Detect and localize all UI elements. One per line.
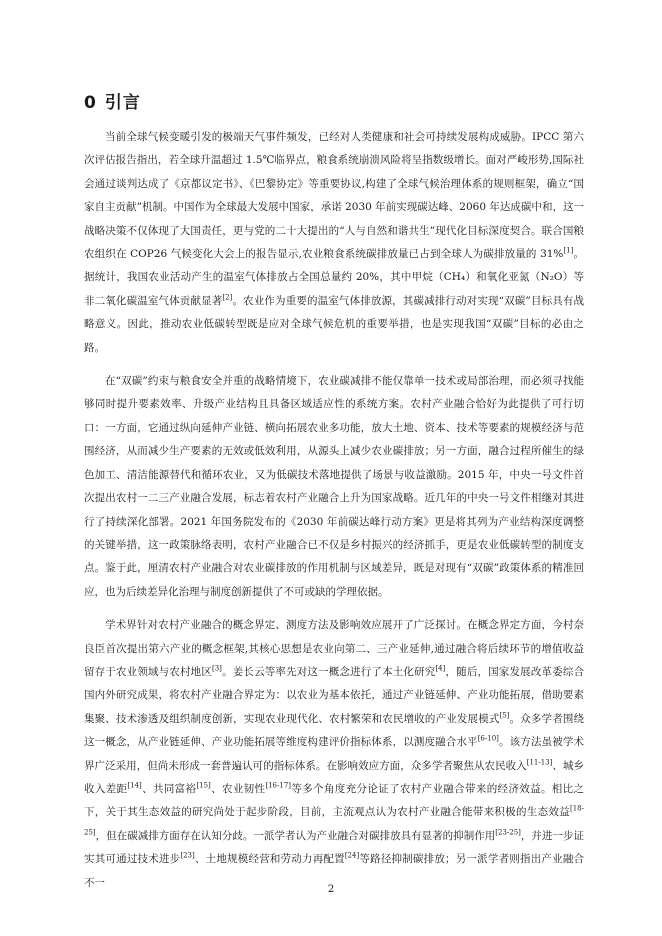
citation-ref: [16-17] (265, 781, 292, 790)
paragraph-text: 。农业作为重要的温室气体排放源，其碳减排行动对实现“双碳”目标具有战略意义。因此，推动农业低碳转型既是应对全球气候危机的重要举措，也是实现我国“双碳”目标的必由之路。 (84, 294, 585, 354)
paragraph (84, 126, 584, 360)
paragraph-text: 。众多学者围绕这一概念，从产业链延伸、产业功能拓展等维度构建评价指标体系，以测度融合水平 (84, 712, 584, 749)
paragraph-text: 、城乡收入差距 (84, 759, 585, 795)
section-number: 0 (84, 93, 97, 113)
citation-ref: [2] (222, 293, 233, 302)
paragraph-text: 、农业韧性 (210, 782, 266, 795)
citation-ref: [5] (499, 711, 510, 720)
citation-ref: [3] (212, 664, 222, 673)
citation-ref: [15] (196, 781, 211, 790)
paragraph-text: ，但在碳减排方面存在认知分歧。一派学者认为产业融合对碳排放具有显著的抑制作用 (95, 829, 496, 842)
citation-ref: [1] (563, 246, 574, 255)
citation-ref: [6-10] (477, 734, 499, 743)
paragraph-text: 。该方法虽被学术界广泛采用，但尚未形成一套普遍认可的指标体系。在影响效应方面，众多学者聚焦从农民收入 (84, 736, 585, 772)
paragraph-text: 、土地规模经营和劳动力再配置 (194, 853, 345, 866)
paragraph-text: ，随后，国家发展改革委综合国内外研究成果，将农村产业融合界定为：以农业为基本依托，通过产业链延伸、产业功能拓展，借助要素集聚、技术渗透及组织制度创新，实现农业现代化、农村繁荣和农民增收的产业发展模式 (84, 665, 585, 725)
body-text (84, 126, 584, 905)
citation-ref: [14] (127, 781, 142, 790)
paragraph-text: ，并进一步证实其可通过技术进步 (84, 829, 584, 866)
paragraph-text: 。据统计，我国农业活动产生的温室气体排放占全国总量约 20%，其中甲烷（CH₄）和氧化亚氮（N₂O）等非二氧化碳温室气体贡献显著 (84, 248, 585, 307)
paragraph-text: 学术界针对农村产业融合的概念界定、测度方法及影响效应展开了广泛探讨。在概念界定方面，今村奈良臣首次提出第六产业的概念框架,其核心思想是农业向第二、三产业延伸,通过融合将后续环节的增值收益留存于农业领域与农村地区 (84, 619, 584, 678)
paragraph-text: 在“双碳”约束与粮食安全并重的战略情境下，农业碳减排不能仅靠单一技术或局部治理，而必须寻找能够同时提升要素效率、升级产业结构且具备区域适应性的系统方案。农村产业融合恰好为此提供了可行切口：一方面，它通过纵向延伸产业链、横向拓展农业多功能，放大土地、资本、技术等要素的规模经济与范围经济，从而减少生产要素的无效或低效利用，从源头上减少农业碳排放；另一方面，融合过程所催生的绿色加工、清洁能源替代和循环农业，又为低碳技术落地提供了场景与收益激励。2015 年，中央一号文件首次提出农村一二三产业融合发展，标志着农村产业融合上升为国家战略。近几年的中央一号文件相继对其进行了持续深化部署。2021 年国务院发布的《2030 年前碳达峰行动方案》更是将其列为产业结构深度调整的关键举措，这一政策脉络表明，农村产业融合已不仅是乡村振兴的经济抓手，更是农业低碳转型的制度支点。鉴于此，厘清农村产业融合对农业碳排放的作用机制与区域差异，既是对现有“双碳”政策体系的精准回应，也为后续差异化治理与制度创新提供了不可或缺的学理依据。 (84, 375, 584, 598)
paragraph-text: 当前全球气候变暖引发的极端天气事件频发，已经对人类健康和社会可持续发展构成威胁。IPCC 第六次评估报告指出，若全球升温超过 1.5℃临界点，粮食系统崩溃风险将呈指数级增长。面对严峻形势,国际社会通过谈判达成了《京都议定书》、《巴黎协定》等重要协议,构建了全球气候治理体系的规则框架，确立“国家自主贡献”机制。中国作为全球最大发展中国家，承诺 2030 年前实现碳达峰、2060 年达成碳中和，这一战略决策不仅体现了大国责任，更与党的二十大提出的“人与自然和谐共生”现代化目标深度契合。联合国粮农组织在 COP26 气候变化大会上的报告显示,农业粮食系统碳排放量已占到全球人为碳排放量的 31% (84, 131, 584, 261)
paragraph (84, 614, 584, 895)
paragraph-text: 、共同富裕 (141, 782, 197, 795)
page-number: 2 (327, 884, 335, 895)
citation-ref: [11-13] (526, 758, 553, 767)
citation-ref: [23-25] (495, 828, 521, 837)
section-heading (84, 88, 141, 113)
paragraph-text: 等多个角度充分论证了农村产业融合带来的经济效益。相比之下，关于其生态效益的研究尚处于起步阶段，目前，主流观点认为农村产业融合能带来积极的生态效益 (84, 782, 585, 819)
paragraph-text: 。姜长云等率先对这一概念进行了本土化研究 (221, 665, 436, 678)
citation-ref: [23] (180, 851, 195, 860)
citation-ref: [18-25] (84, 804, 584, 837)
paragraph (84, 370, 584, 604)
citation-ref: [4] (435, 664, 446, 673)
citation-ref: [24] (344, 851, 360, 860)
section-title: 引言 (104, 93, 141, 113)
paragraph-text: 等路径抑制碳排放；另一派学者则指出产业融合不一 (84, 853, 585, 889)
